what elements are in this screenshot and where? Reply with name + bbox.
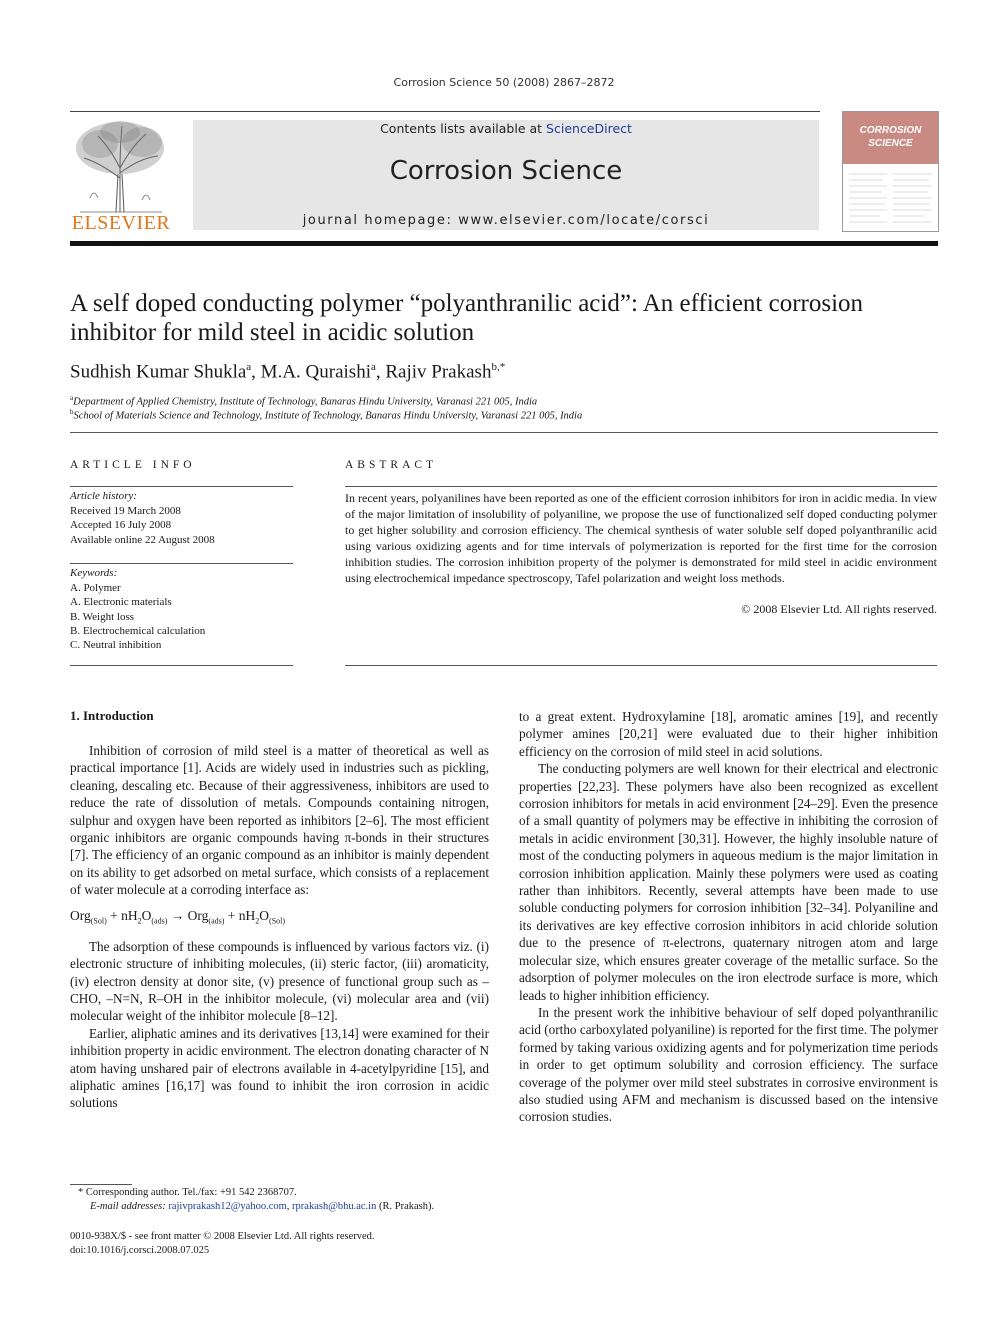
contents-line xyxy=(193,121,819,136)
left-column xyxy=(70,742,489,1112)
affiliation-sup: b xyxy=(70,408,74,416)
article-title: A self doped conducting polymer “polyanthranilic acid”: An efficient corrosion inhibitor for mild steel in acidic solution xyxy=(70,290,864,346)
history-accepted: Accepted 16 July 2008 xyxy=(70,519,172,531)
author-affil-sup: a xyxy=(246,361,252,373)
sciencedirect-link[interactable]: ScienceDirect xyxy=(546,121,632,136)
keyword-item: A. Electronic materials xyxy=(70,596,172,608)
abstract-copyright: © 2008 Elsevier Ltd. All rights reserved. xyxy=(741,602,937,616)
eq-term: + nH xyxy=(224,907,256,923)
author-separator: , xyxy=(375,361,386,383)
paragraph: Earlier, aliphatic amines and its derivatives [13,14] were examined for their inhibition property in acidic environment. The electron donating character of N atom having unshared pair of electrons available in 4-acetylpyridine [15], and aliphatic amines [16,17] was found to inhibit the iron corrosion in acidic solutions xyxy=(70,1025,489,1111)
affiliation-text: Department of Applied Chemistry, Institute of Technology, Banaras Hindu University, Varanasi 221 005, India xyxy=(73,396,538,408)
eq-term: + nH xyxy=(106,907,138,923)
journal-name: Corrosion Science xyxy=(389,156,623,186)
eq-term: O xyxy=(141,907,152,923)
author-name[interactable]: Rajiv Prakash xyxy=(385,361,492,383)
header-rule xyxy=(70,111,820,112)
publisher-wordmark: ELSEVIER xyxy=(71,212,171,234)
keywords-rule xyxy=(70,563,293,564)
author-affil-sup: b,* xyxy=(491,361,506,373)
email-separator: , xyxy=(286,1201,293,1212)
affiliation-rule xyxy=(70,432,938,433)
adsorption-equation xyxy=(70,907,489,930)
eq-term: O xyxy=(259,907,270,923)
abstract-heading: ABSTRACT xyxy=(345,459,438,471)
article-info-bottom-rule xyxy=(70,665,293,666)
section-heading-introduction: 1. Introduction xyxy=(70,708,154,723)
author-list xyxy=(70,361,505,383)
author-affil-sup: a xyxy=(370,361,376,373)
paragraph: In the present work the inhibitive behaviour of self doped polyanthranilic acid (ortho carboxylated polyaniline) is reported for the first time. The polymer formed by taking various oxidizing agents and for polymerization time periods in order to get optimum solubility and corrosion efficiency. The surface coverage of the polymer over mild steel substrates in corrosive environment is also studied using AFM and mechanism is discussed based on the intensive corrosion studies. xyxy=(519,1004,938,1125)
email-link[interactable]: rprakash@bhu.ac.in xyxy=(292,1201,377,1212)
eq-term: Org xyxy=(70,907,91,923)
email-note xyxy=(90,1201,434,1212)
journal-citation: Corrosion Science 50 (2008) 2867–2872 xyxy=(393,76,615,89)
paragraph: The adsorption of these compounds is influenced by various factors viz. (i) electronic structure of inhibiting molecules, (ii) steric factor, (iii) aromaticity, (iv) electron density at donor site, (v) presence of functional group such as –CHO, –N=N, R–OH in the inhibitor molecule, (vi) molecular area and (vii) molecular weight of the inhibitor molecule [8–12]. xyxy=(70,938,489,1024)
paragraph: The conducting polymers are well known for their electrical and electronic properties [22,23]. These polymers have also been recognized as excellent corrosion inhibitors for metals in acid environment [24–29]. Even the presence of a small quantity of polymers may be effective in inhibiting the corrosion of metals in acidic environment [30,31]. However, the highly insoluble nature of most of the conducting polymers in aqueous medium is the major limitation in corrosion inhibition application. Mainly these polymers were used as coating rather than inhibitors. Recently, several attempts have been made to use soluble conducting polymers for corrosion inhibition [32–34]. Polyaniline and its derivatives are key effective corrosion inhibitors in acid chloride solution due to the presence of π-electrons, quaternary nitrogen atom and large molecular size, which ensures greater coverage of the metallic surface. So the adsorption of polymer molecules on the iron electrode surface is more, which leads to higher inhibition efficiency. xyxy=(519,761,938,1003)
abstract-bottom-rule xyxy=(345,665,937,666)
eq-sub: (ads) xyxy=(208,916,225,926)
eq-sub: (Sol) xyxy=(90,916,107,926)
history-received: Received 19 March 2008 xyxy=(70,505,181,517)
journal-homepage[interactable]: journal homepage: www.elsevier.com/locate/corsci xyxy=(302,213,710,228)
cover-title: CORROSION SCIENCE xyxy=(859,125,922,149)
keyword-item: C. Neutral inhibition xyxy=(70,639,162,651)
abstract-text: In recent years, polyanilines have been reported as one of the efficient corrosion inhibitors for iron in acidic media. In view of the major limitation of insolubility of polyaniline, we propose the use of functionalized self doped conducting polymer to get higher solubility and corrosion efficiency. The chemical synthesis of water soluble self doped polyanthranilic acid using various oxidizing agents and for time intervals of polymerization is reported for the first time for the corrosion inhibition studies. The corrosion inhibition property of the polymer is demonstrated for mild steel in acidic environment using electrochemical impedance spectroscopy, Tafel polarization and weight loss methods. xyxy=(345,491,937,585)
email-suffix: (R. Prakash). xyxy=(376,1201,435,1212)
eq-sub: (Sol) xyxy=(269,916,286,926)
right-column xyxy=(519,708,938,1126)
contents-prefix: Contents lists available at xyxy=(380,121,547,136)
email-label: E-mail addresses: xyxy=(90,1201,169,1212)
paragraph: to a great extent. Hydroxylamine [18], aromatic amines [19], and recently polymer amines [20,21] were evaluated due to their higher inhibition efficiency on the corrosion of mild steel in acid solutions. xyxy=(519,709,938,759)
article-info-rule xyxy=(70,486,293,487)
doi-line[interactable]: doi:10.1016/j.corsci.2008.07.025 xyxy=(70,1245,210,1256)
affiliation-b xyxy=(70,408,582,422)
author-separator: , xyxy=(251,361,261,383)
paragraph: Inhibition of corrosion of mild steel is a matter of theoretical as well as practical importance [1]. Acids are widely used in industries such as pickling, cleaning, descaling etc. Because of their aggressiveness, inhibitors are used to reduce the rate of dissolution of metals. Compounds containing nitrogen, sulphur and oxygen have been reported as inhibitors [2–6]. The most efficient organic inhibitors are organic compounds having π-bonds in their structures [7]. The efficiency of an organic compound as an inhibitor is mainly dependent on its ability to get adsorbed on metal surface, which consists of a replacement of water molecule at a corroding interface as: xyxy=(70,743,489,898)
email-link[interactable]: rajivprakash12@yahoo.com xyxy=(168,1201,287,1212)
affiliation-sup: a xyxy=(70,394,74,402)
header-thick-rule xyxy=(70,241,938,246)
affiliation-a xyxy=(70,394,537,408)
footnote-rule xyxy=(70,1184,132,1185)
keywords-label: Keywords: xyxy=(70,567,118,579)
eq-sub: 2 xyxy=(255,916,260,926)
eq-term: Org xyxy=(187,907,209,923)
author-name[interactable]: M.A. Quraishi xyxy=(260,361,371,383)
corresponding-author-note: * Corresponding author. Tel./fax: +91 542 2368707. xyxy=(78,1187,297,1198)
article-info-heading: ARTICLE INFO xyxy=(70,459,196,471)
eq-sub: (ads) xyxy=(151,916,168,926)
eq-sub: 2 xyxy=(137,916,142,926)
keyword-item: B. Weight loss xyxy=(70,611,135,623)
abstract-rule xyxy=(345,486,937,487)
eq-arrow: → xyxy=(167,907,188,923)
affiliation-text: School of Materials Science and Technology, Institute of Technology, Banaras Hindu University, Varanasi 221 005, India xyxy=(73,410,583,422)
author-name[interactable]: Sudhish Kumar Shukla xyxy=(70,361,247,383)
keyword-item: A. Polymer xyxy=(70,582,121,594)
history-online: Available online 22 August 2008 xyxy=(70,534,215,546)
history-label: Article history: xyxy=(70,490,137,502)
keyword-item: B. Electrochemical calculation xyxy=(70,625,206,637)
issn-line: 0010-938X/$ - see front matter © 2008 Elsevier Ltd. All rights reserved. xyxy=(70,1231,375,1242)
